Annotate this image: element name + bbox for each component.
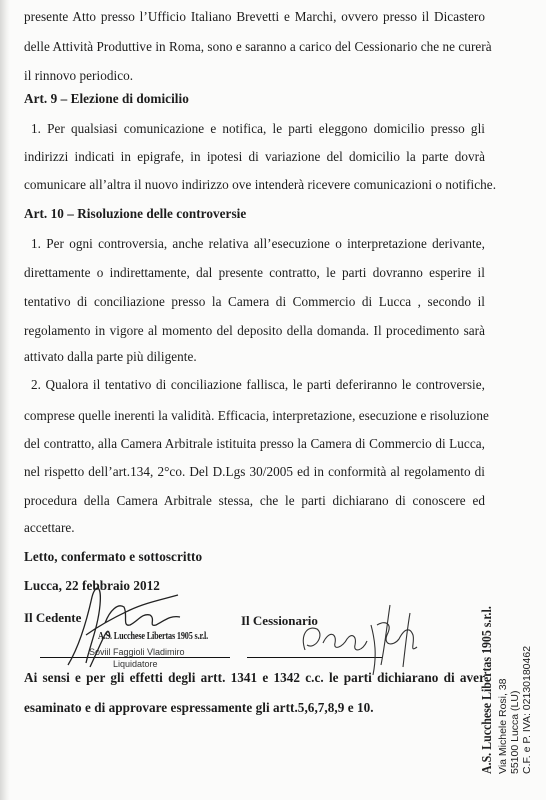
- article-9-heading: Art. 9 – Elezione di domicilio: [24, 91, 189, 106]
- cedente-stamp-company: A.S. Lucchese Libertas 1905 s.r.l.: [98, 631, 209, 642]
- body-line: attivato dalla parte più diligente.: [24, 349, 197, 364]
- body-line: comunicare all’altra il nuovo indirizzo ove intenderà ricevere comunicazioni o notifiche.: [24, 177, 497, 192]
- body-line: del contratto, alla Camera Arbitrale istituita presso la Camera di Commercio di Lucca,: [24, 436, 485, 451]
- article-10-heading: Art. 10 – Risoluzione delle controversie: [24, 206, 247, 221]
- body-line: tentativo di conciliazione presso la Camera di Commercio di Lucca , secondo il: [24, 294, 485, 309]
- body-line: 2. Qualora il tentativo di conciliazione fallisca, le parti deferiranno le controversie,: [31, 377, 485, 392]
- place-date: Lucca, 22 febbraio 2012: [24, 578, 160, 593]
- side-stamp-tax-id: C.F. e P. IVA: 02130180462: [521, 645, 533, 774]
- final-clause-line: esaminato e di approvare espressamente gli artt.5,6,7,8,9 e 10.: [24, 700, 374, 715]
- body-line: il rinnovo periodico.: [24, 68, 134, 83]
- body-line: direttamente o indirettamente, dal presente contratto, le parti dovranno esperire il: [24, 265, 485, 280]
- cessionario-label: Il Cessionario: [241, 613, 318, 628]
- cedente-stamp-person: Soviil Faggioli Vladimiro: [89, 647, 185, 657]
- body-line: accettare.: [24, 520, 75, 535]
- body-line: indirizzi indicati in epigrafe, in ipotesi di variazione del domicilio la parte dovrà: [24, 149, 485, 164]
- final-clause-line: Ai sensi e per gli effetti degli artt. 1341 e 1342 c.c. le parti dichiarano di aver: [24, 670, 485, 685]
- body-line: 1. Per ogni controversia, anche relativa all’esecuzione o interpretazione derivante,: [31, 236, 485, 251]
- confirmation-text: Letto, confermato e sottoscritto: [24, 549, 203, 564]
- cedente-stamp-role: Liquidatore: [113, 659, 158, 669]
- body-line: nel rispetto dell’art.134, 2°co. Del D.Lgs 30/2005 ed in conformità al regolamento di: [24, 464, 485, 479]
- company-side-stamp: [480, 577, 533, 774]
- side-stamp-city: 55100 Lucca (LU): [509, 690, 521, 774]
- body-line: procedura della Camera Arbitrale stessa, che le parti dichiarano di conoscere ed: [24, 493, 485, 508]
- body-line: regolamento in vigore al momento del deposito della domanda. Il procedimento sarà: [24, 323, 485, 338]
- body-line: delle Attività Produttive in Roma, sono e saranno a carico del Cessionario che ne curerà: [24, 39, 492, 54]
- body-line: presente Atto presso l’Ufficio Italiano Brevetti e Marchi, ovvero presso il Dicastero: [24, 9, 485, 24]
- cedente-signature: [60, 575, 190, 670]
- body-line: comprese quelle inerenti la validità. Efficacia, interpretazione, esecuzione e risoluzione: [24, 408, 489, 423]
- side-stamp-company: A.S. Lucchese Libertas 1905 s.r.l.: [480, 606, 495, 774]
- cedente-label: Il Cedente: [24, 610, 82, 625]
- side-stamp-street: Via Michele Rosi, 38: [497, 678, 509, 774]
- scan-shadow-edge: [0, 0, 10, 800]
- body-line: 1. Per qualsiasi comunicazione e notifica, le parti eleggono domicilio presso gli: [31, 121, 485, 136]
